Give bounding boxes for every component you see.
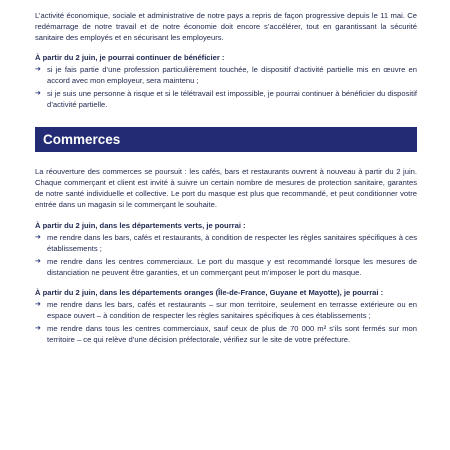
employment-bullet-list <box>35 64 417 110</box>
list-item <box>35 323 417 345</box>
arrow-right-icon: ➔ <box>35 301 41 308</box>
commerces-paragraph: La réouverture des commerces se poursuit : les cafés, bars et restaurants ouvrent à nouveau à partir du 2 juin. Chaque commerçant et client est invité à suivre un certain nombre de mesures de protection sanitaire, garantes de notre santé individuelle et collective. Le port du masque est plus que recommandé, et peut conditionner votre entrée dans un magasin si le commerçant le souhaite. <box>35 167 417 209</box>
arrow-right-icon: ➔ <box>35 90 41 97</box>
list-item <box>35 256 417 278</box>
arrow-right-icon: ➔ <box>35 66 41 73</box>
arrow-right-icon: ➔ <box>35 325 41 332</box>
orange-departments-bullet-list <box>35 299 417 345</box>
list-item-text: si je suis une personne à risque et si le télétravail est impossible, je pourrai continuer à bénéficier du dispositif d’activité partielle. <box>47 89 417 109</box>
intro-paragraph: L’activité économique, sociale et administrative de notre pays a repris de façon progressive depuis le 11 mai. Ce redémarrage de notre travail et de notre économie doit encore s’accélérer, tout en garantissant la sécurité sanitaire des employés et en sécurisant les employeurs. <box>35 11 417 42</box>
green-departments-lead: À partir du 2 juin, dans les départements verts, je pourrai : <box>35 221 246 230</box>
list-item-text: si je fais partie d’une profession particulièrement touchée, le dispositif d’activité partielle mis en œuvre en accord avec mon employeur, sera maintenu ; <box>47 65 417 85</box>
list-item <box>35 299 417 321</box>
list-item-text: me rendre dans tous les centres commerciaux, sauf ceux de plus de 70 000 m² s’ils sont fermés sur mon territoire – ce qui relève d’une décision préfectorale, vérifiez sur le site de votre préfecture. <box>47 324 417 344</box>
document-page <box>35 10 417 347</box>
list-item-text: me rendre dans les centres commerciaux. Le port du masque y est recommandé lorsque les mesures de distanciation ne peuvent être garanties, et un commerçant peut m’imposer le port du masque. <box>47 257 417 277</box>
list-item <box>35 88 417 110</box>
arrow-right-icon: ➔ <box>35 258 41 265</box>
section-title: Commerces <box>43 132 121 147</box>
list-item-text: me rendre dans les bars, cafés et restaurants, à condition de respecter les règles sanitaires spécifiques à ces établissements ; <box>47 233 417 253</box>
employment-lead: À partir du 2 juin, je pourrai continuer de bénéficier : <box>35 53 225 62</box>
orange-departments-lead: À partir du 2 juin, dans les départements oranges (Île-de-France, Guyane et Mayotte), je pourrai : <box>35 288 384 297</box>
list-item-text: me rendre dans les bars, cafés et restaurants – sur mon territoire, seulement en terrasse extérieure ou en espace ouvert – à condition de respecter les règles sanitaires spécifiques à ces établissements ; <box>47 300 417 320</box>
list-item <box>35 232 417 254</box>
section-heading-commerces <box>35 127 417 152</box>
list-item <box>35 64 417 86</box>
green-departments-bullet-list <box>35 232 417 278</box>
arrow-right-icon: ➔ <box>35 234 41 241</box>
